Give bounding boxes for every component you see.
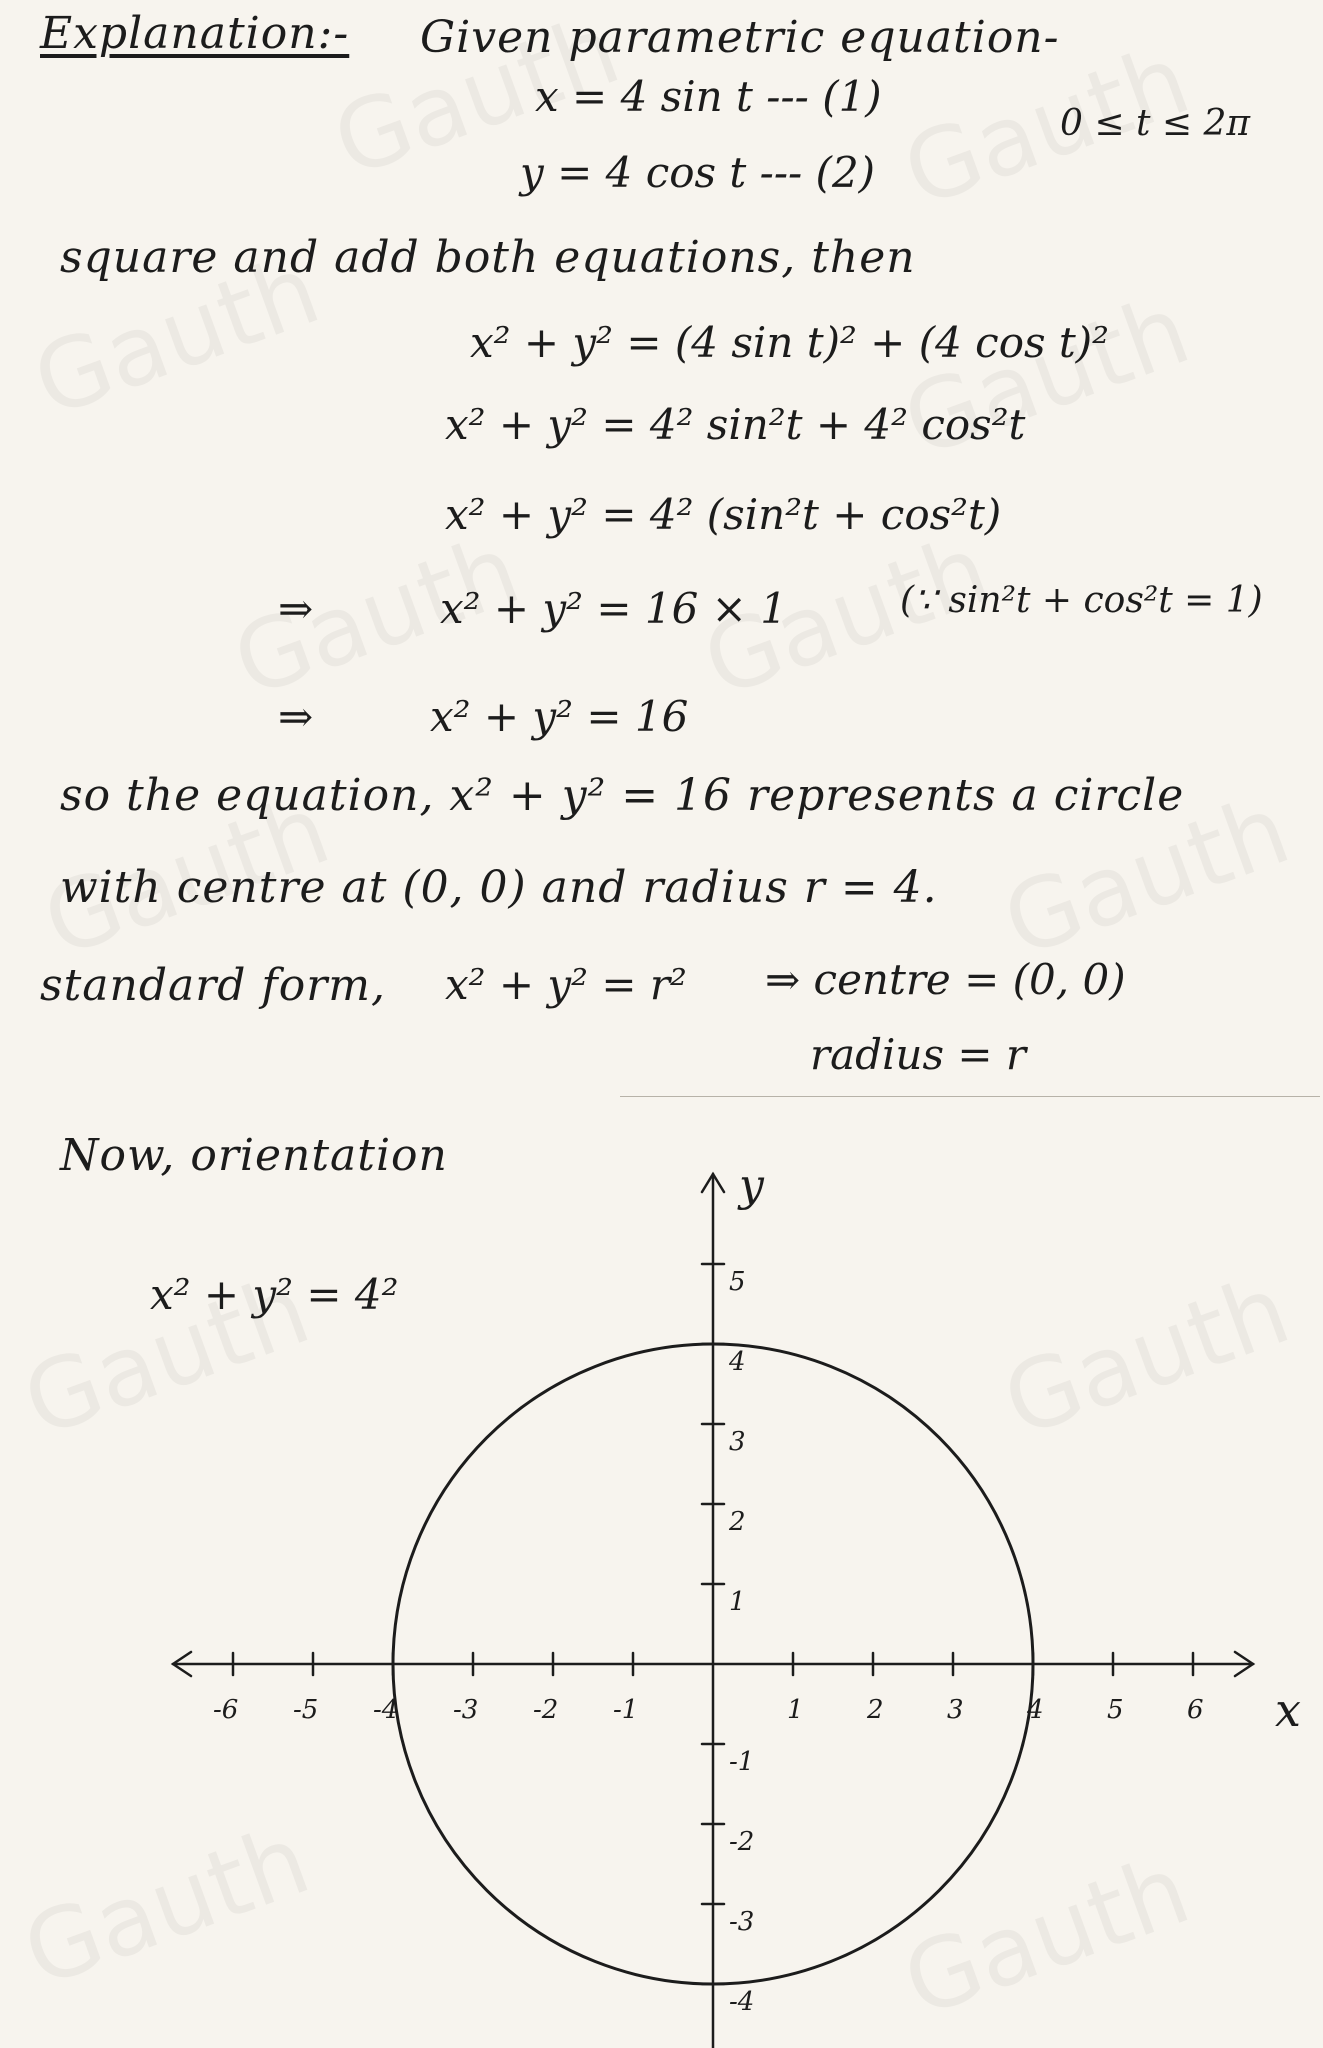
conclusion-line-1: so the equation, x² + y² = 16 represents a circle — [60, 770, 1185, 821]
y-tick-label: 4 — [729, 1347, 746, 1377]
graph-equation-label: x² + y² = 4² — [150, 1270, 399, 1319]
x-tick-label: -2 — [533, 1695, 559, 1725]
standard-form-equation: x² + y² = r² — [445, 960, 687, 1009]
x-tick-label: -5 — [293, 1695, 319, 1725]
orientation-label: Now, orientation — [60, 1130, 448, 1181]
x-tick-label: 2 — [867, 1695, 884, 1725]
x-tick-label: 5 — [1107, 1695, 1124, 1725]
y-tick-label: -2 — [729, 1827, 755, 1857]
y-tick-label: -1 — [729, 1747, 755, 1777]
standard-form-label: standard form, — [40, 960, 386, 1011]
step-4: x² + y² = 16 × 1 — [440, 584, 787, 633]
step-3: x² + y² = 4² (sin²t + cos²t) — [445, 490, 1002, 539]
conclusion-line-2: with centre at (0, 0) and radius r = 4. — [60, 862, 938, 913]
x-tick-label: 1 — [787, 1695, 804, 1725]
parameter-range: 0 ≤ t ≤ 2π — [1060, 103, 1251, 144]
equation-2: y = 4 cos t --- (2) — [520, 148, 876, 197]
implies-arrow: ⇒ — [278, 692, 314, 741]
x-tick-label: 3 — [947, 1695, 964, 1725]
y-tick-label: 2 — [729, 1507, 746, 1537]
standard-form-radius: radius = r — [810, 1030, 1027, 1079]
standard-form-centre: ⇒ centre = (0, 0) — [765, 955, 1126, 1004]
step-2: x² + y² = 4² sin²t + 4² cos²t — [445, 400, 1026, 449]
heading: Explanation:- — [40, 8, 350, 59]
x-tick-label: -3 — [453, 1695, 479, 1725]
step-5: x² + y² = 16 — [430, 692, 689, 741]
y-tick-label: 1 — [729, 1587, 746, 1617]
tick-labels — [213, 1160, 1301, 2048]
x-tick-label: 6 — [1187, 1695, 1204, 1725]
x-axis-label: x — [1275, 1683, 1301, 1737]
step-intro: square and add both equations, then — [60, 232, 916, 283]
x-tick-label: -6 — [213, 1695, 239, 1725]
y-tick-label: -4 — [729, 1987, 755, 2017]
step-1: x² + y² = (4 sin t)² + (4 cos t)² — [470, 318, 1109, 367]
axes — [173, 1174, 1253, 2048]
x-tick-label: -4 — [373, 1695, 399, 1725]
equation-1: x = 4 sin t --- (1) — [535, 72, 882, 121]
implies-arrow: ⇒ — [278, 584, 314, 633]
x-tick-label: 4 — [1027, 1695, 1044, 1725]
y-tick-label: 3 — [729, 1427, 746, 1457]
y-tick-label: 5 — [729, 1267, 746, 1297]
y-axis-label: y — [739, 1160, 764, 1211]
x-tick-label: -1 — [613, 1695, 639, 1725]
intro-text: Given parametric equation- — [420, 12, 1060, 63]
y-tick-label: -3 — [729, 1907, 755, 1937]
identity-note: (∵ sin²t + cos²t = 1) — [900, 580, 1263, 621]
